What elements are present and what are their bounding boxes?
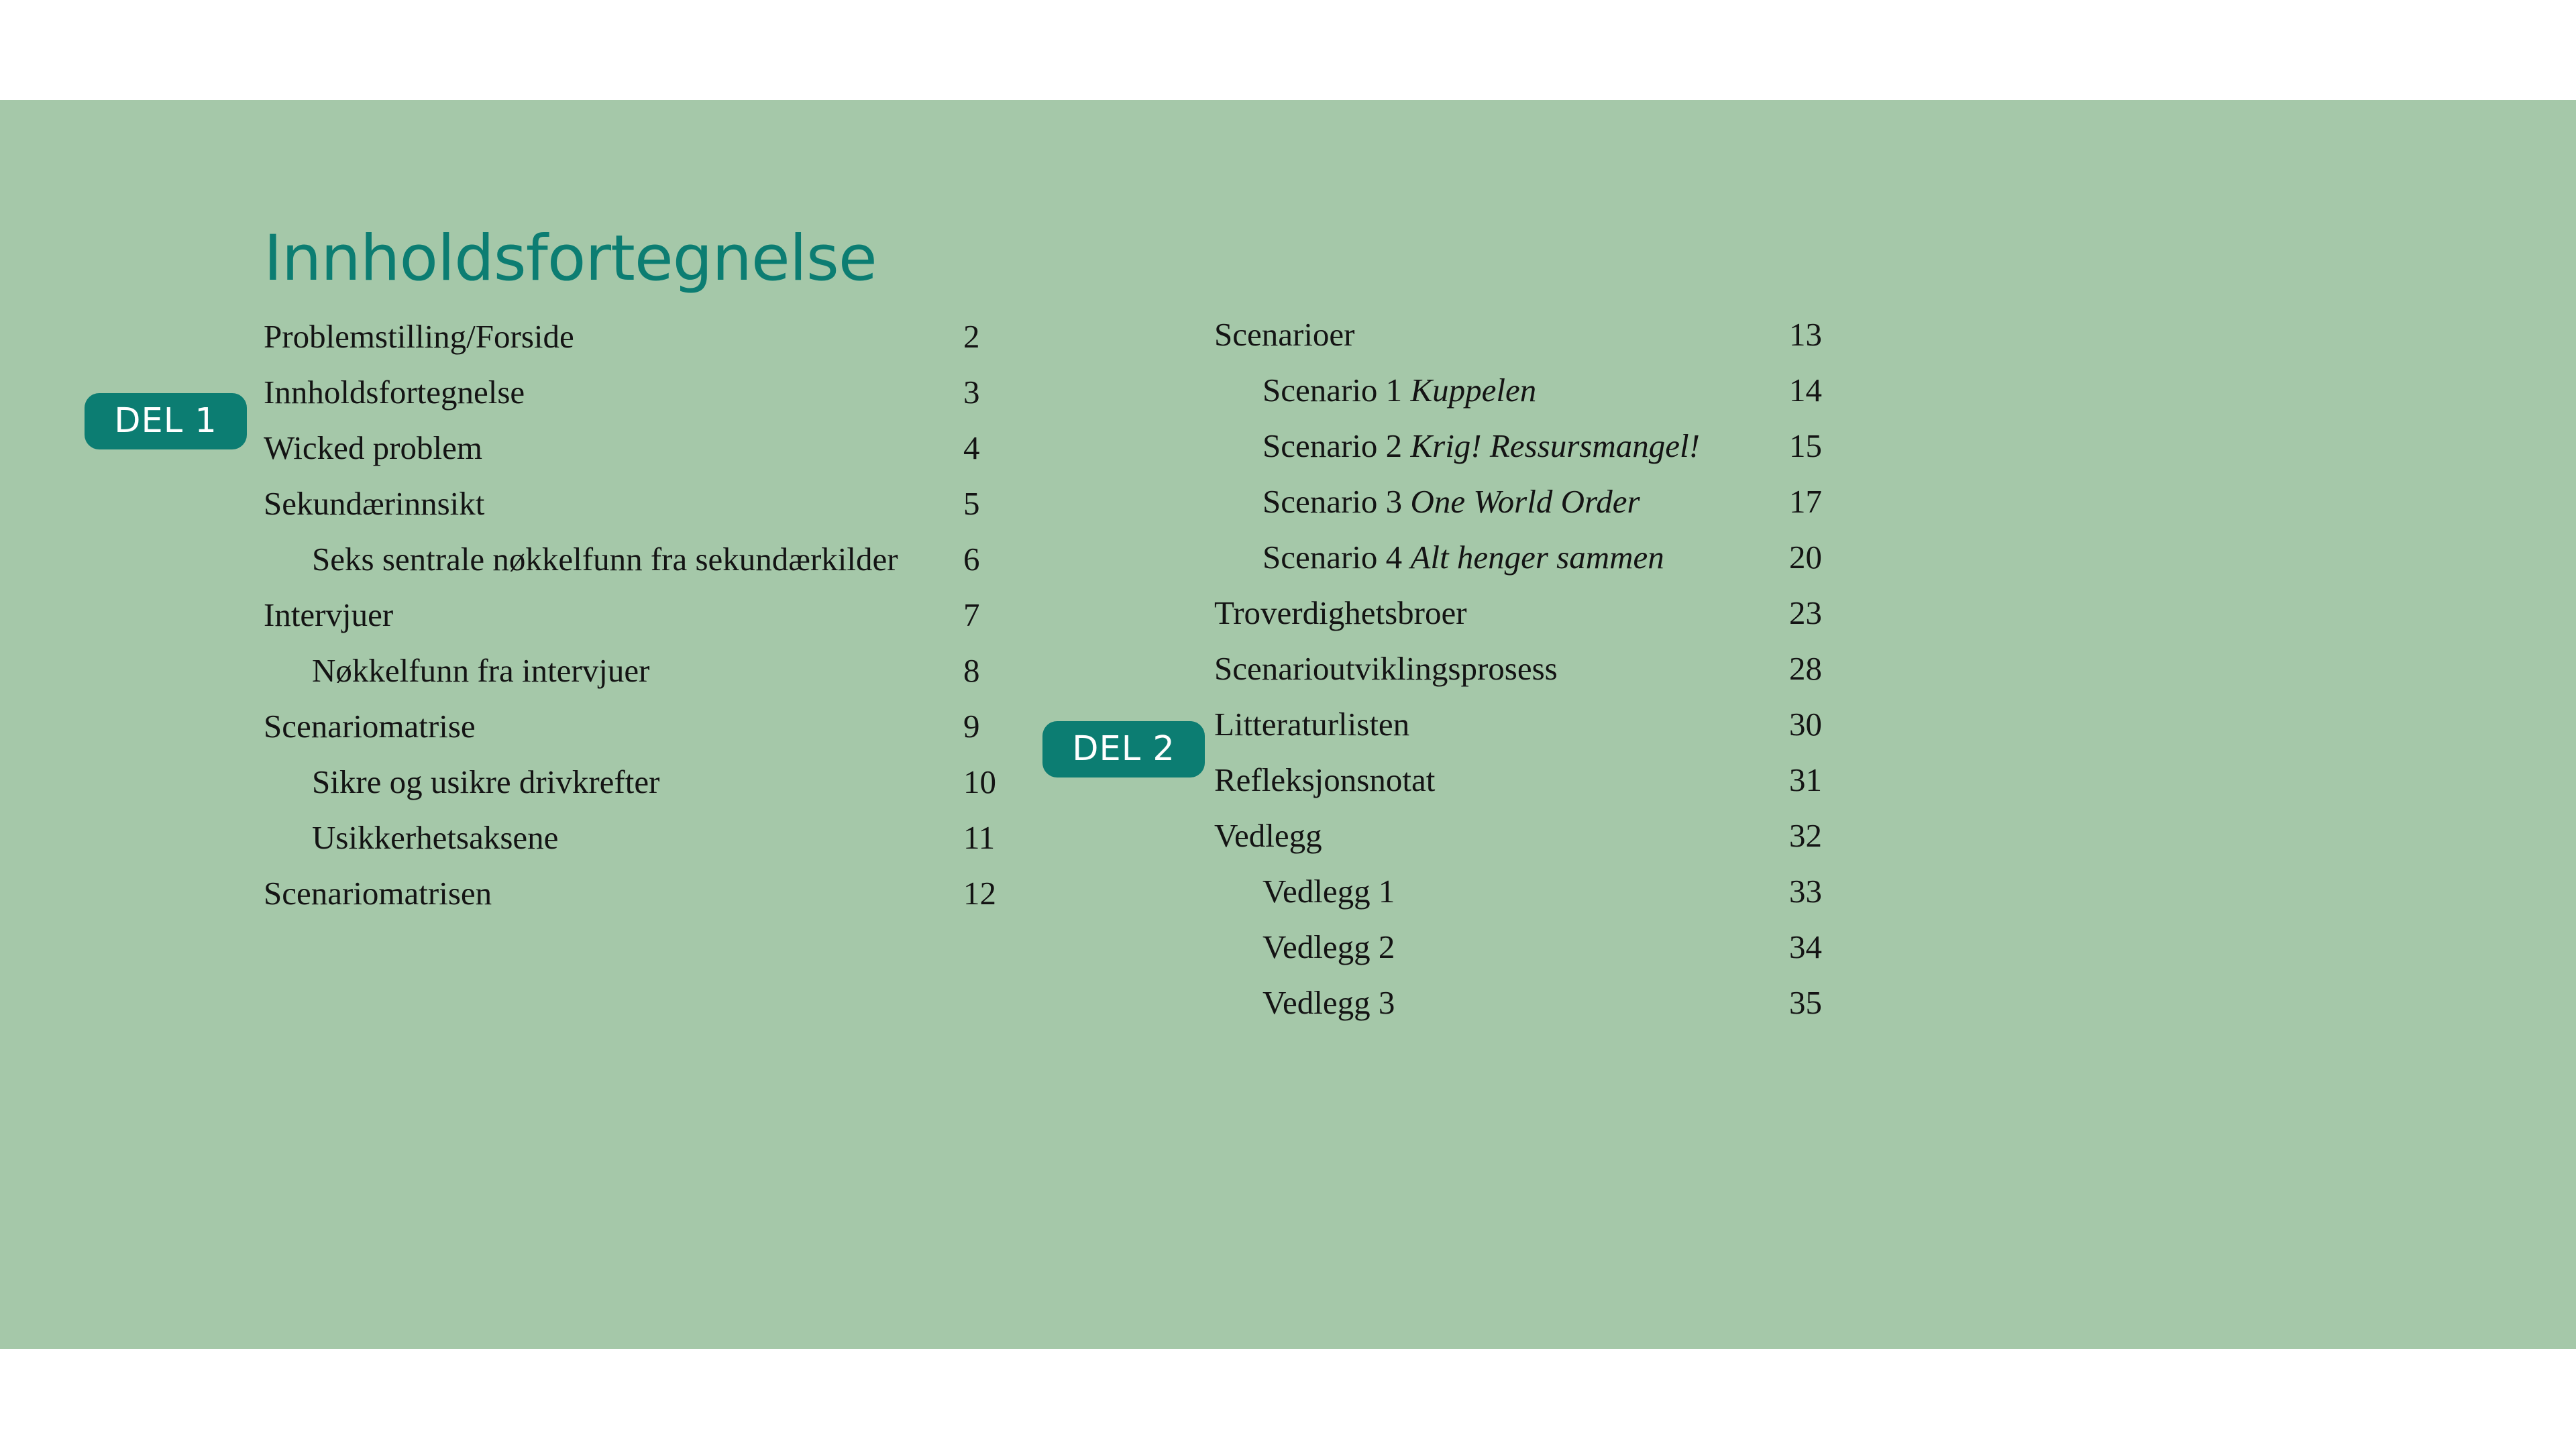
- toc-entry-page: 12: [963, 875, 996, 912]
- toc-entry-label: Vedlegg 3: [1263, 984, 1395, 1021]
- toc-entry-page: 20: [1789, 539, 1822, 576]
- toc-entry-page: 15: [1789, 427, 1822, 464]
- toc-entry-label: Scenariomatrise: [264, 708, 476, 745]
- scenario-subtitle: Kuppelen: [1410, 372, 1537, 409]
- toc-entry-label: Troverdighetsbroer: [1214, 594, 1467, 631]
- toc-entry-label: Innholdsfortegnelse: [264, 374, 525, 411]
- toc-entry-label: [1263, 529, 1664, 585]
- badge-del-1: DEL 1: [85, 393, 247, 449]
- toc-entry-label: Wicked problem: [264, 429, 482, 466]
- toc-entry-page: 34: [1789, 928, 1822, 965]
- scenario-number: Scenario 2: [1263, 427, 1403, 464]
- toc-entry-label: Vedlegg: [1214, 817, 1322, 854]
- toc-entry-label: Litteraturlisten: [1214, 706, 1410, 743]
- toc-entry-page: 31: [1789, 761, 1822, 798]
- toc-entry-page: 3: [963, 374, 980, 411]
- toc-entry-page: 7: [963, 596, 980, 633]
- toc-entry-label: Sekundærinnsikt: [264, 485, 485, 522]
- toc-entry-page: 9: [963, 708, 980, 745]
- badge-del-2: DEL 2: [1042, 721, 1205, 777]
- toc-entry-page: 6: [963, 541, 980, 578]
- toc-entry-label: Scenarioer: [1214, 316, 1355, 353]
- toc-entry-page: 4: [963, 429, 980, 466]
- scenario-subtitle: Krig! Ressursmangel!: [1410, 427, 1700, 464]
- toc-entry-page: 33: [1789, 873, 1822, 910]
- toc-entry-page: 17: [1789, 483, 1822, 520]
- toc-entry-page: 8: [963, 652, 980, 689]
- toc-entry-page: 10: [963, 763, 996, 800]
- toc-entry-page: 30: [1789, 706, 1822, 743]
- toc-entry-label: Scenarioutviklingsprosess: [1214, 650, 1558, 687]
- scenario-subtitle: One World Order: [1410, 483, 1640, 520]
- toc-entry-page: 11: [963, 819, 996, 856]
- toc-entry-page: 13: [1789, 316, 1822, 353]
- toc-entry-label: Nøkkelfunn fra intervjuer: [312, 652, 650, 689]
- toc-entry-page: 5: [963, 485, 980, 522]
- toc-entry-label: Intervjuer: [264, 596, 394, 633]
- toc-entry-label: Usikkerhetsaksene: [312, 819, 559, 856]
- scenario-number: Scenario 3: [1263, 483, 1403, 520]
- toc-entry-page: 28: [1789, 650, 1822, 687]
- toc-entry-page: 2: [963, 318, 980, 355]
- toc-entry-label: [1263, 418, 1700, 474]
- scenario-subtitle: Alt henger sammen: [1410, 539, 1664, 576]
- toc-entry-label: Vedlegg 1: [1263, 873, 1395, 910]
- scenario-number: Scenario 1: [1263, 372, 1403, 409]
- toc-entry-label: Vedlegg 2: [1263, 928, 1395, 965]
- toc-entry-page: 32: [1789, 817, 1822, 854]
- toc-entry-page: 35: [1789, 984, 1822, 1021]
- toc-slide: [0, 100, 2576, 1349]
- toc-entry-label: [1263, 474, 1640, 529]
- toc-entry-label: Scenariomatrisen: [264, 875, 492, 912]
- toc-entry-label: Seks sentrale nøkkelfunn fra sekundærkilder: [312, 541, 898, 578]
- toc-entry-label: Sikre og usikre drivkrefter: [312, 763, 660, 800]
- toc-entry-label: Refleksjonsnotat: [1214, 761, 1436, 798]
- toc-entry-label: [1263, 362, 1536, 418]
- toc-entry-label: Problemstilling/Forside: [264, 318, 574, 355]
- scenario-number: Scenario 4: [1263, 539, 1403, 576]
- toc-entry-page: 14: [1789, 372, 1822, 409]
- page-title: Innholdsfortegnelse: [264, 222, 877, 295]
- toc-entry-page: 23: [1789, 594, 1822, 631]
